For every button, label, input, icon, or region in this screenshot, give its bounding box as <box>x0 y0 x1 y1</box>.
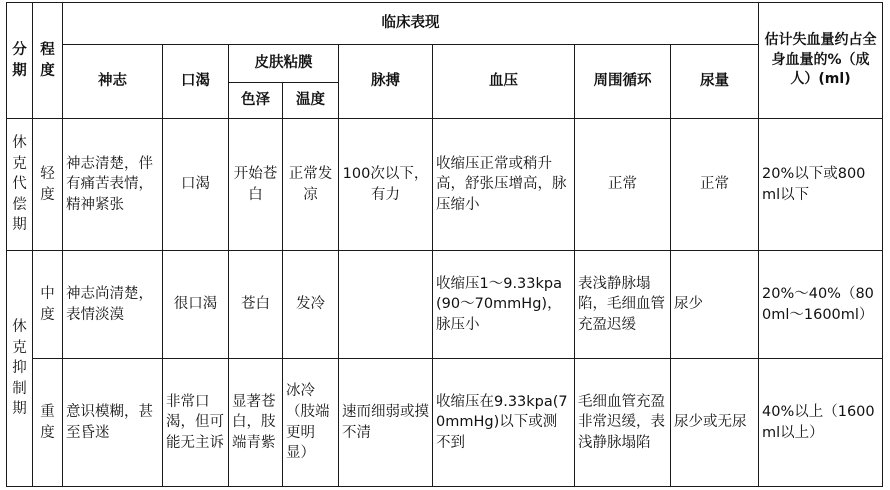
peripheral-cell: 毛细血管充盈非常迟缓，表浅静脉塌陷 <box>575 359 671 487</box>
shock-classification-table <box>6 2 883 487</box>
blood-pressure-cell: 收缩压在9.33kpa(70mmHg)以下或测不到 <box>433 359 575 487</box>
urine-cell: 尿少 <box>671 251 759 359</box>
urine-cell: 正常 <box>671 119 759 251</box>
header-pulse: 脉搏 <box>339 45 433 119</box>
header-degree: 程度 <box>33 3 63 119</box>
mind-cell: 神志尚清楚，表情淡漠 <box>63 251 163 359</box>
phase-inhibited: 休克抑制期 <box>7 251 33 487</box>
color-cell: 苍白 <box>229 251 283 359</box>
header-phase: 分期 <box>7 3 33 119</box>
thirst-cell: 非常口渴，但可能无主诉 <box>163 359 229 487</box>
blood-loss-cell: 20%～40%（800ml～1600ml） <box>759 251 883 359</box>
pulse-cell: 速而细弱或摸不清 <box>339 359 433 487</box>
header-thirst: 口渴 <box>163 45 229 119</box>
degree-cell: 重度 <box>33 359 63 487</box>
header-blood-pressure: 血压 <box>433 45 575 119</box>
temperature-cell: 冰冷（肢端更明显） <box>283 359 339 487</box>
degree-cell: 轻度 <box>33 119 63 251</box>
blood-loss-cell: 20%以下或800ml以下 <box>759 119 883 251</box>
blood-pressure-cell: 收缩压1～9.33kpa(90～70mmHg)，脉压小 <box>433 251 575 359</box>
pulse-cell: 100次以下，有力 <box>339 119 433 251</box>
header-blood-loss: 估计失血量约占全身血量的%（成人）(ml) <box>759 3 883 119</box>
table-container <box>6 2 883 487</box>
degree-cell: 中度 <box>33 251 63 359</box>
color-cell: 开始苍白 <box>229 119 283 251</box>
header-skin-mucosa: 皮肤粘膜 <box>229 45 339 83</box>
blood-loss-cell: 40%以上（1600ml以上） <box>759 359 883 487</box>
mind-cell: 神志清楚，伴有痛苦表情，精神紧张 <box>63 119 163 251</box>
header-peripheral: 周围循环 <box>575 45 671 119</box>
peripheral-cell: 表浅静脉塌陷，毛细血管充盈迟缓 <box>575 251 671 359</box>
header-mind: 神志 <box>63 45 163 119</box>
table-row <box>7 359 883 487</box>
blood-pressure-cell: 收缩压正常或稍升高，舒张压增高，脉压缩小 <box>433 119 575 251</box>
table-row <box>7 119 883 251</box>
temperature-cell: 正常发凉 <box>283 119 339 251</box>
mind-cell: 意识模糊，甚至昏迷 <box>63 359 163 487</box>
header-urine: 尿量 <box>671 45 759 119</box>
header-clinical: 临床表现 <box>63 3 759 45</box>
color-cell: 显著苍白，肢端青紫 <box>229 359 283 487</box>
thirst-cell: 口渴 <box>163 119 229 251</box>
thirst-cell: 很口渴 <box>163 251 229 359</box>
temperature-cell: 发冷 <box>283 251 339 359</box>
urine-cell: 尿少或无尿 <box>671 359 759 487</box>
header-color: 色泽 <box>229 83 283 119</box>
table-row <box>7 251 883 359</box>
header-temperature: 温度 <box>283 83 339 119</box>
phase-compensated: 休克代偿期 <box>7 119 33 251</box>
pulse-cell <box>339 251 433 359</box>
peripheral-cell: 正常 <box>575 119 671 251</box>
